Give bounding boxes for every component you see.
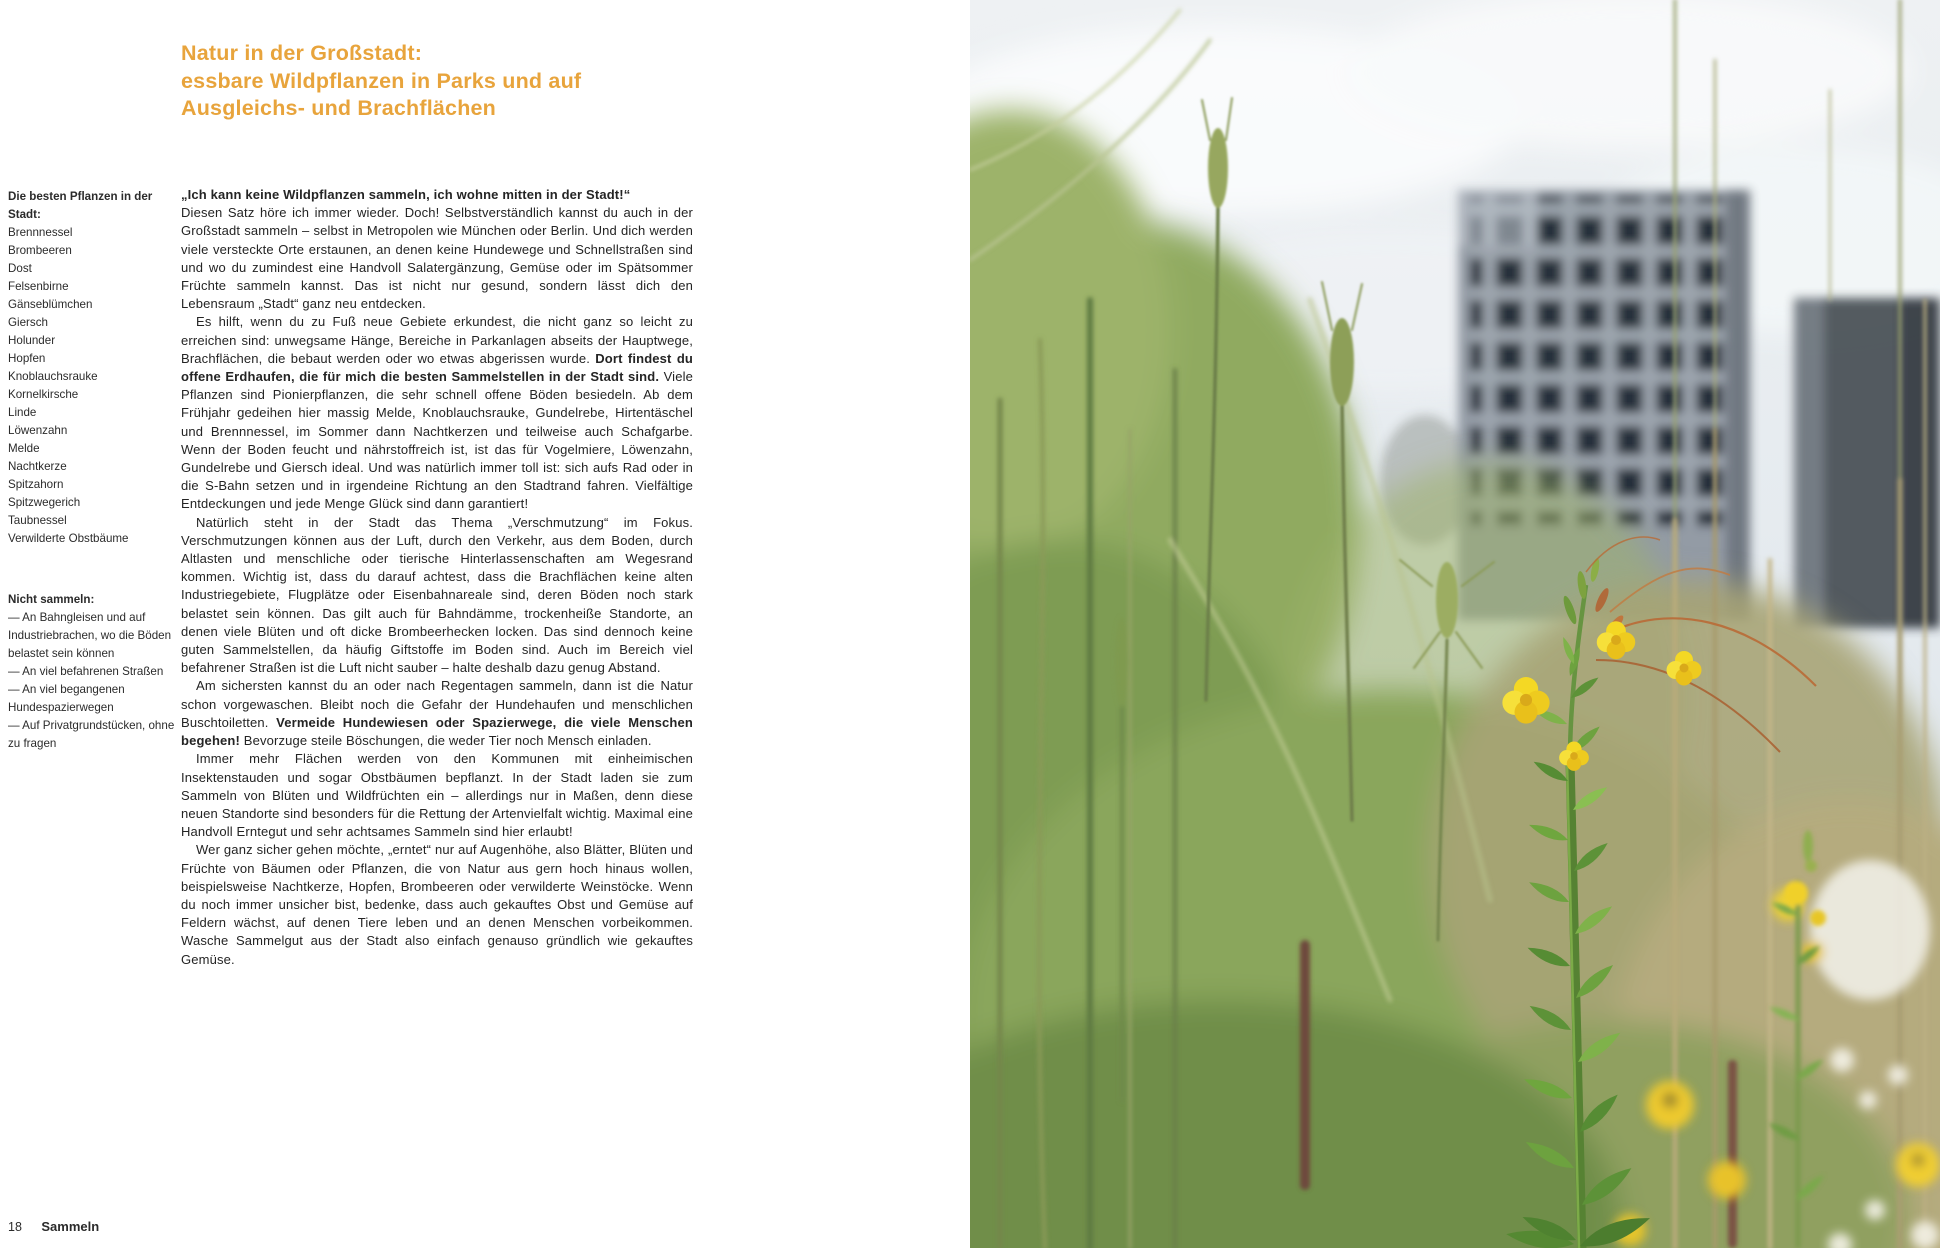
body-text: Am sichersten kannst du an oder nach Regentagen sammeln, dann ist die Natur schon vorgewaschen. Bleibt noch die Gefahr der Hundehaufen und menschlichen Buschtoiletten. <box>181 678 693 730</box>
avoid-list-item: — Auf Privatgrundstücken, ohne zu fragen <box>8 719 175 750</box>
plant-list-item: Dost <box>8 262 32 275</box>
plant-list-item: Linde <box>8 406 37 419</box>
page-title-line: Ausgleichs- und Brachflächen <box>181 96 497 120</box>
plant-list-item: Holunder <box>8 334 56 347</box>
plant-list-item: Verwilderte Obstbäume <box>8 532 129 545</box>
plant-list-item: Brennnessel <box>8 226 73 239</box>
body-text: Viele Pflanzen sind Pionierpflanzen, die sehr schnell offene Böden besiedeln. Ab dem Frühjahr gedeihen hier massig Melde, Knoblauchsrauke, Gundelrebe, Hirtentäschel und Brennnessel, im Sommer dann Nachtkerzen und teilweise auch Schafgarbe. Wenn der Boden feucht und nährstoffreich ist, ist das für Vogelmiere, Löwenzahn, Gundelrebe und Giersch ideal. Und was natürlich immer toll ist: sich aufs Rad oder in die S-Bahn setzen und in irgendeine Richtung an den Stadtrand fahren. Vielfältige Entdeckungen und jede Menge Glück sind dann garantiert! <box>181 369 693 512</box>
avoid-list-item: — An viel begangenen Hundespazierwegen <box>8 683 125 714</box>
body-text: Wer ganz sicher gehen möchte, „erntet“ nur auf Augenhöhe, also Blätter, Blüten und Früchte von Bäumen oder Pflanzen, die von Natur aus gern hoch hinaus wollen, beispielsweise Nachtkerze, Hopfen, Brombeeren oder verwilderte Weinstöcke. Wenn du noch immer unsicher bist, bedenke, dass auch gekauftes Obst und Gemüse auf Feldern wächst, auf denen Tiere leben und an denen Menschen vorbeikommen. Wasche Sammelgut aus der Stadt also einfach genauso gründlich wie gekauftes Gemüse. <box>181 842 693 967</box>
body-paragraph <box>181 750 693 841</box>
plant-list-item: Hopfen <box>8 352 46 365</box>
body-text: Bevorzuge steile Böschungen, die weder Tier noch Mensch einladen. <box>239 733 652 749</box>
right-page <box>970 0 1940 1248</box>
plant-list-item: Löwenzahn <box>8 424 68 437</box>
body-paragraph <box>181 204 693 313</box>
article-lead-quote: „Ich kann keine Wildpflanzen sammeln, ich wohne mitten in der Stadt!“ <box>181 187 631 202</box>
not-collect-heading: Nicht sammeln: <box>8 593 95 606</box>
plant-list-item: Kornelkirsche <box>8 388 79 401</box>
plant-list-item: Spitzwegerich <box>8 496 81 509</box>
plant-list-item: Melde <box>8 442 40 455</box>
body-text-bold: Dort findest du offene Erdhaufen, die für mich die besten Sammelstellen in der Stadt sind. <box>181 350 693 385</box>
not-collect-list <box>8 591 180 753</box>
article-paragraphs <box>181 204 693 969</box>
body-paragraph <box>181 514 693 678</box>
page-number: 18 <box>8 1220 22 1234</box>
best-plants-items <box>8 224 180 548</box>
plant-list-item: Giersch <box>8 316 48 329</box>
body-text: Immer mehr Flächen werden von den Kommunen mit einheimischen Insektenstauden und sogar Obstbäumen bepflanzt. In der Stadt laden sie zum Sammeln von Blüten und Wildfrüchten ein – allerdings nur in Maßen, denn diese neuen Standorte sind besonders für die Rettung der Artenvielfalt wichtig. Maximal eine Handvoll Erntegut und sehr achtsames Sammeln sind hier erlaubt! <box>181 751 693 840</box>
avoid-list-item: — An Bahngleisen und auf Industriebrachen, wo die Böden belastet sein können <box>8 611 172 660</box>
plant-list-item: Spitzahorn <box>8 478 64 491</box>
body-paragraph <box>181 313 693 513</box>
plant-list-item: Felsenbirne <box>8 280 69 293</box>
margin-column <box>8 188 180 753</box>
body-text: Es hilft, wenn du zu Fuß neue Gebiete erkundest, die nicht ganz so leicht zu erreichen sind: unwegsame Hänge, Bereiche in Parkanlagen abseits der Hauptwege, Brachflächen, die bebaut werden oder wo etwas abgerissen wurde. <box>181 314 693 366</box>
chapter-label: Sammeln <box>41 1219 100 1234</box>
plant-list-item: Gänseblümchen <box>8 298 93 311</box>
not-collect-items <box>8 609 180 753</box>
page-title-line: Natur in der Großstadt: <box>181 41 423 65</box>
plant-list-item: Brombeeren <box>8 244 72 257</box>
article-body <box>181 186 693 969</box>
plant-list-item: Taubnessel <box>8 514 67 527</box>
plant-list-item: Nachtkerze <box>8 460 67 473</box>
page-title <box>181 40 801 123</box>
body-text: Natürlich steht in der Stadt das Thema „Verschmutzung“ im Fokus. Verschmutzungen können aus der Luft, durch den Verkehr, aus dem Boden, durch Altlasten und menschliche oder tierische Hinterlassenschaften am Wegesrand kommen. Wichtig ist, dass du darauf achtest, dass die Brachflächen keine alten Industriegebiete, Flugplätze oder Eisenbahnareale sind, deren Böden noch stark belastet sein können. Das gilt auch für Bahndämme, trockenheiße Standorte, an denen viele Blüten und oft dicke Brombeerhecken locken. Das sind dennoch keine guten Sammelstellen, da häufig Giftstoffe im Boden sind. Auch im Bereich viel befahrener Straßen ist die Luft nicht sauber – halte deshalb dazu genug Abstand. <box>181 514 693 676</box>
best-plants-heading: Die besten Pflanzen in der Stadt: <box>8 190 153 221</box>
page-title-line: essbare Wildpflanzen in Parks und auf <box>181 68 582 93</box>
body-text-bold: Vermeide Hundewiesen oder Spazierwege, die viele Menschen begehen! <box>181 714 693 749</box>
avoid-list-item: — An viel befahrenen Straßen <box>8 665 164 678</box>
body-paragraph <box>181 677 693 750</box>
plant-list-item: Knoblauchsrauke <box>8 370 98 383</box>
page-footer <box>8 1219 99 1234</box>
body-text: Diesen Satz höre ich immer wieder. Doch! Selbstverständlich kannst du auch in der Großstadt sammeln – selbst in Metropolen wie München oder Berlin. Und dich werden viele versteckte Orte erstaunen, an denen keine Hundewege und Schnellstraßen sind und wo du zumindest eine Handvoll Salatergänzung, Gemüse oder im Spätsommer Früchte sammeln kannst. Das ist nicht nur gesund, sondern lässt dich den Lebensraum „Stadt“ ganz neu entdecken. <box>181 205 693 312</box>
meadow-photo <box>970 0 1940 1248</box>
body-paragraph <box>181 841 693 968</box>
best-plants-list <box>8 188 180 548</box>
